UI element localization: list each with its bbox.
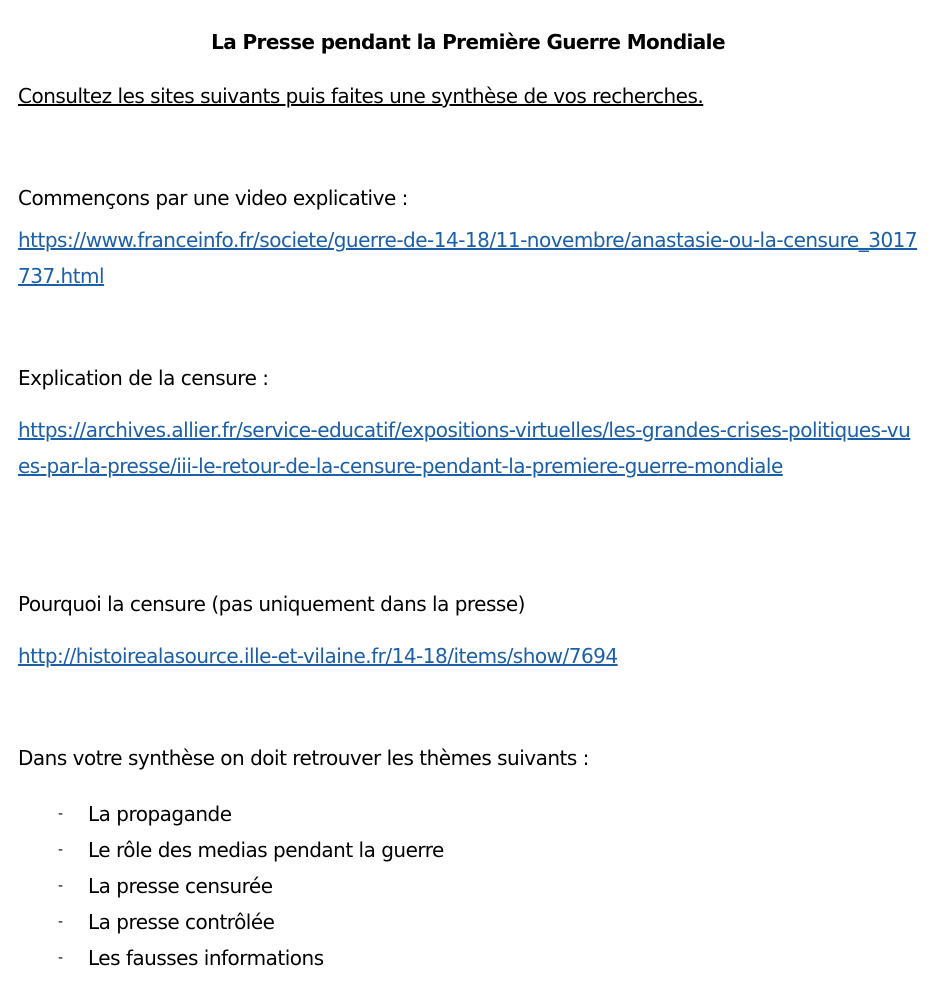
- list-dash-marker: -: [58, 842, 63, 858]
- link-franceinfo[interactable]: https://www.franceinfo.fr/societe/guerre-de-14-18/11-novembre/anastasie-ou-la-censure_3017737.html: [18, 228, 918, 288]
- theme-label: La presse censurée: [88, 874, 273, 898]
- section-label-censure: Explication de la censure :: [18, 366, 269, 390]
- theme-label: Le rôle des medias pendant la guerre: [88, 838, 444, 862]
- themes-intro: Dans votre synthèse on doit retrouver les thèmes suivants :: [18, 746, 589, 770]
- theme-label: Les fausses informations: [88, 946, 324, 970]
- section-label-video: Commençons par une video explicative :: [18, 186, 408, 210]
- link-block-pourquoi: [18, 638, 918, 674]
- link-histoire-a-la-source[interactable]: http://histoirealasource.ille-et-vilaine.fr/14-18/items/show/7694: [18, 644, 618, 668]
- list-dash-marker: -: [58, 950, 63, 966]
- theme-label: La propagande: [88, 802, 232, 826]
- page-title: La Presse pendant la Première Guerre Mondiale: [211, 30, 725, 54]
- list-item: [58, 868, 444, 904]
- instruction-text: Consultez les sites suivants puis faites une synthèse de vos recherches.: [18, 84, 704, 108]
- link-block-censure: [18, 412, 918, 484]
- list-dash-marker: -: [58, 914, 63, 930]
- list-item: [58, 832, 444, 868]
- section-label-pourquoi: Pourquoi la censure (pas uniquement dans la presse): [18, 592, 525, 616]
- link-block-video: [18, 222, 918, 294]
- list-dash-marker: -: [58, 878, 63, 894]
- list-item: [58, 796, 444, 832]
- theme-label: La presse contrôlée: [88, 910, 275, 934]
- list-dash-marker: -: [58, 806, 63, 822]
- link-archives-allier[interactable]: https://archives.allier.fr/service-educatif/expositions-virtuelles/les-grandes-crises-politiques-vues-par-la-presse/iii-le-retour-de-la-censure-pendant-la-premiere-guerre-mondiale: [18, 418, 911, 478]
- themes-list: [58, 796, 444, 976]
- list-item: [58, 940, 444, 976]
- list-item: [58, 904, 444, 940]
